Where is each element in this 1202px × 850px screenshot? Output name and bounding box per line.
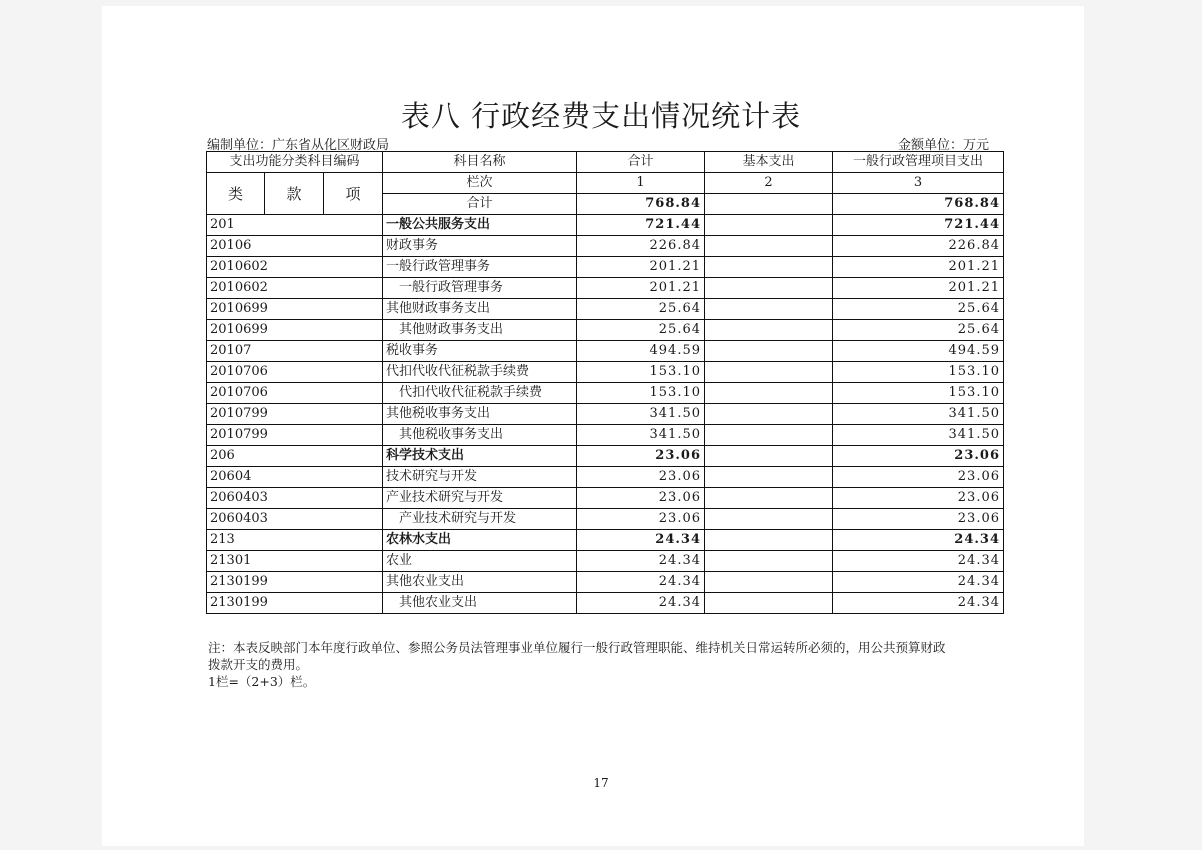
row-name: 一般行政管理事务 [383,257,577,278]
row-code: 20107 [207,341,383,362]
row-project: 24.34 [833,593,1004,614]
row-total: 25.64 [577,299,705,320]
row-basic [705,446,833,467]
row-code: 2130199 [207,593,383,614]
row-code: 2010706 [207,383,383,404]
row-project: 23.06 [833,446,1004,467]
row-code: 213 [207,530,383,551]
row-name: 其他税收事务支出 [383,404,577,425]
row-total: 23.06 [577,446,705,467]
row-basic [705,404,833,425]
row-code: 2060403 [207,488,383,509]
row-project: 201.21 [833,278,1004,299]
header-basic: 基本支出 [705,152,833,173]
total-label: 合计 [383,194,577,215]
row-name: 科学技术支出 [383,446,577,467]
row-basic [705,341,833,362]
row-basic [705,530,833,551]
row-name: 代扣代收代征税款手续费 [383,383,577,404]
row-basic [705,572,833,593]
row-code: 2010799 [207,425,383,446]
header-code: 支出功能分类科目编码 [207,152,383,173]
total-project: 768.84 [833,194,1004,215]
row-project: 494.59 [833,341,1004,362]
row-project: 25.64 [833,320,1004,341]
row-name: 一般行政管理事务 [383,278,577,299]
row-code: 2010699 [207,299,383,320]
total-amount: 768.84 [577,194,705,215]
table-row [207,341,1004,362]
header-kuan: 款 [265,173,324,215]
row-code: 2010799 [207,404,383,425]
document-title: 表八 行政经费支出情况统计表 [400,99,802,133]
row-name: 其他税收事务支出 [383,425,577,446]
header-total: 合计 [577,152,705,173]
row-code: 2060403 [207,509,383,530]
row-name: 其他财政事务支出 [383,320,577,341]
row-code: 20106 [207,236,383,257]
table-row [207,278,1004,299]
row-basic [705,278,833,299]
table-row [207,488,1004,509]
header-col-label: 栏次 [383,173,577,194]
row-name: 其他农业支出 [383,572,577,593]
row-code: 2130199 [207,572,383,593]
total-basic [705,194,833,215]
row-basic [705,299,833,320]
row-total: 23.06 [577,488,705,509]
table-row [207,362,1004,383]
row-total: 226.84 [577,236,705,257]
table-row [207,320,1004,341]
row-basic [705,488,833,509]
row-code: 2010706 [207,362,383,383]
note-line-3: 1栏=（2+3）栏。 [208,674,316,689]
row-project: 23.06 [833,509,1004,530]
row-total: 721.44 [577,215,705,236]
table-row [207,446,1004,467]
row-name: 农林水支出 [383,530,577,551]
row-basic [705,593,833,614]
row-total: 341.50 [577,425,705,446]
table-row [207,299,1004,320]
header-name: 科目名称 [383,152,577,173]
row-total: 23.06 [577,467,705,488]
amount-unit: 金额单位：万元 [898,138,990,153]
row-code: 2010602 [207,257,383,278]
header-project: 一般行政管理项目支出 [833,152,1004,173]
row-total: 24.34 [577,551,705,572]
row-basic [705,257,833,278]
table-row [207,530,1004,551]
row-basic [705,362,833,383]
row-project: 341.50 [833,404,1004,425]
row-total: 153.10 [577,383,705,404]
row-project: 24.34 [833,572,1004,593]
row-name: 技术研究与开发 [383,467,577,488]
header-row-2 [207,173,1004,194]
row-basic [705,383,833,404]
row-name: 代扣代收代征税款手续费 [383,362,577,383]
table-row [207,425,1004,446]
note-line-2: 拨款开支的费用。 [208,657,309,672]
table-row [207,236,1004,257]
header-col-3: 3 [833,173,1004,194]
row-total: 153.10 [577,362,705,383]
row-project: 153.10 [833,362,1004,383]
row-name: 其他农业支出 [383,593,577,614]
expense-table [206,151,1004,614]
row-name: 农业 [383,551,577,572]
row-basic [705,320,833,341]
header-col-1: 1 [577,173,705,194]
row-total: 24.34 [577,530,705,551]
table-row [207,593,1004,614]
row-project: 226.84 [833,236,1004,257]
row-project: 201.21 [833,257,1004,278]
row-name: 一般公共服务支出 [383,215,577,236]
row-project: 23.06 [833,488,1004,509]
table-row [207,509,1004,530]
row-name: 产业技术研究与开发 [383,509,577,530]
row-total: 24.34 [577,572,705,593]
row-name: 产业技术研究与开发 [383,488,577,509]
row-project: 153.10 [833,383,1004,404]
header-lei: 类 [207,173,265,215]
row-total: 24.34 [577,593,705,614]
row-basic [705,467,833,488]
header-col-2: 2 [705,173,833,194]
table-row [207,572,1004,593]
row-code: 2010699 [207,320,383,341]
row-basic [705,509,833,530]
row-name: 其他财政事务支出 [383,299,577,320]
table-row [207,215,1004,236]
row-project: 341.50 [833,425,1004,446]
row-name: 税收事务 [383,341,577,362]
row-basic [705,551,833,572]
row-basic [705,215,833,236]
row-code: 21301 [207,551,383,572]
row-project: 25.64 [833,299,1004,320]
row-project: 23.06 [833,467,1004,488]
row-code: 201 [207,215,383,236]
row-code: 2010602 [207,278,383,299]
row-total: 25.64 [577,320,705,341]
table-row [207,551,1004,572]
row-basic [705,425,833,446]
row-total: 201.21 [577,257,705,278]
row-project: 24.34 [833,530,1004,551]
row-code: 206 [207,446,383,467]
notes [208,639,998,690]
row-name: 财政事务 [383,236,577,257]
row-code: 20604 [207,467,383,488]
table-row [207,467,1004,488]
header-row-1 [207,152,1004,173]
row-basic [705,236,833,257]
header-xiang: 项 [324,173,383,215]
page-number: 17 [593,776,609,790]
table-row [207,404,1004,425]
row-total: 23.06 [577,509,705,530]
compiler-unit: 编制单位：广东省从化区财政局 [207,138,390,153]
row-total: 494.59 [577,341,705,362]
table-row [207,257,1004,278]
row-project: 24.34 [833,551,1004,572]
row-total: 341.50 [577,404,705,425]
table-row [207,383,1004,404]
row-total: 201.21 [577,278,705,299]
note-line-1: 注：本表反映部门本年度行政单位、参照公务员法管理事业单位履行一般行政管理职能、维持机关日常运转所必须的，用公共预算财政 [208,640,946,655]
row-project: 721.44 [833,215,1004,236]
